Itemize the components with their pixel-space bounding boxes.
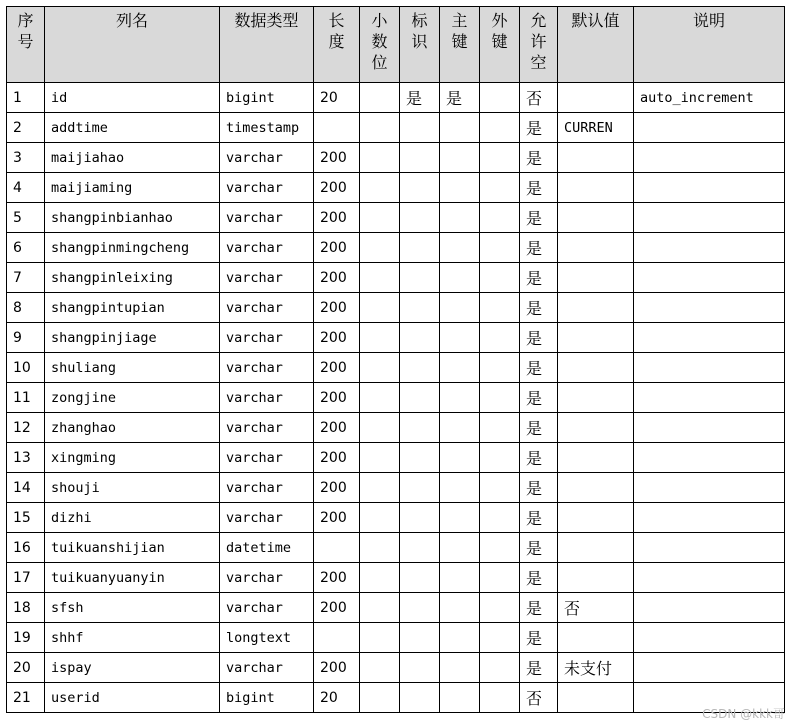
seq-cell: 16 (7, 533, 45, 563)
identity-cell (400, 353, 440, 383)
table-row (7, 473, 785, 503)
length-cell (314, 623, 360, 653)
identity-cell (400, 653, 440, 683)
pk-cell (440, 353, 480, 383)
description-cell (634, 173, 785, 203)
seq-cell: 2 (7, 113, 45, 143)
header-label: 允许空 (530, 11, 547, 72)
table-row (7, 593, 785, 623)
description-cell (634, 353, 785, 383)
data-type-cell: varchar (220, 263, 314, 293)
nullable-cell: 是 (520, 263, 558, 293)
nullable-cell: 是 (520, 413, 558, 443)
fk-cell (480, 293, 520, 323)
seq-cell: 3 (7, 143, 45, 173)
fk-cell (480, 623, 520, 653)
decimal-cell (360, 443, 400, 473)
column-name-cell: shouji (45, 473, 220, 503)
nullable-cell: 是 (520, 593, 558, 623)
seq-cell: 9 (7, 323, 45, 353)
description-cell (634, 293, 785, 323)
identity-cell (400, 173, 440, 203)
data-type-cell: varchar (220, 443, 314, 473)
decimal-cell (360, 563, 400, 593)
nullable-cell: 否 (520, 83, 558, 113)
identity-cell (400, 263, 440, 293)
data-type-cell: datetime (220, 533, 314, 563)
decimal-cell (360, 323, 400, 353)
seq-cell: 6 (7, 233, 45, 263)
length-cell: 200 (314, 473, 360, 503)
fk-cell (480, 113, 520, 143)
default-cell: 未支付 (558, 653, 634, 683)
decimal-cell (360, 383, 400, 413)
fk-cell (480, 473, 520, 503)
fk-cell (480, 353, 520, 383)
nullable-cell: 是 (520, 203, 558, 233)
column-name-cell: id (45, 83, 220, 113)
column-name-cell: tuikuanshijian (45, 533, 220, 563)
default-cell: 否 (558, 593, 634, 623)
default-cell: CURREN (558, 113, 634, 143)
table-row (7, 623, 785, 653)
header-label: 小数位 (371, 11, 388, 72)
fk-cell (480, 443, 520, 473)
seq-cell: 5 (7, 203, 45, 233)
nullable-cell: 是 (520, 533, 558, 563)
default-cell (558, 263, 634, 293)
column-name-cell: shangpinbianhao (45, 203, 220, 233)
seq-cell: 13 (7, 443, 45, 473)
table-row (7, 413, 785, 443)
fk-cell (480, 593, 520, 623)
col-type-header (220, 7, 314, 83)
pk-cell (440, 563, 480, 593)
col-default-header (558, 7, 634, 83)
table-row (7, 233, 785, 263)
identity-cell (400, 503, 440, 533)
fk-cell (480, 83, 520, 113)
table-row (7, 83, 785, 113)
default-cell (558, 203, 634, 233)
pk-cell (440, 323, 480, 353)
description-cell (634, 593, 785, 623)
seq-cell: 8 (7, 293, 45, 323)
description-cell (634, 113, 785, 143)
pk-cell (440, 143, 480, 173)
default-cell (558, 563, 634, 593)
length-cell (314, 533, 360, 563)
nullable-cell: 是 (520, 653, 558, 683)
identity-cell (400, 413, 440, 443)
identity-cell: 是 (400, 83, 440, 113)
data-type-cell: longtext (220, 623, 314, 653)
header-label: 主键 (451, 11, 468, 51)
identity-cell (400, 563, 440, 593)
description-cell (634, 563, 785, 593)
header-label: 序号 (17, 11, 34, 51)
fk-cell (480, 383, 520, 413)
column-name-cell: tuikuanyuanyin (45, 563, 220, 593)
identity-cell (400, 203, 440, 233)
col-identity-header (400, 7, 440, 83)
header-label: 标识 (411, 11, 428, 51)
fk-cell (480, 683, 520, 713)
default-cell (558, 413, 634, 443)
column-name-cell: addtime (45, 113, 220, 143)
pk-cell (440, 383, 480, 413)
schema-table-container (6, 6, 785, 713)
header-label: 默认值 (571, 11, 620, 30)
length-cell: 200 (314, 353, 360, 383)
fk-cell (480, 173, 520, 203)
column-name-cell: maijiaming (45, 173, 220, 203)
identity-cell (400, 473, 440, 503)
nullable-cell: 是 (520, 143, 558, 173)
pk-cell (440, 443, 480, 473)
seq-cell: 15 (7, 503, 45, 533)
table-row (7, 683, 785, 713)
identity-cell (400, 233, 440, 263)
column-name-cell: dizhi (45, 503, 220, 533)
pk-cell (440, 473, 480, 503)
col-name-header (45, 7, 220, 83)
column-name-cell: zongjine (45, 383, 220, 413)
table-row (7, 323, 785, 353)
data-type-cell: varchar (220, 143, 314, 173)
description-cell (634, 323, 785, 353)
nullable-cell: 是 (520, 473, 558, 503)
decimal-cell (360, 173, 400, 203)
table-row (7, 383, 785, 413)
pk-cell (440, 683, 480, 713)
data-type-cell: varchar (220, 473, 314, 503)
watermark: CSDN @kkk哥 (702, 707, 785, 721)
description-cell (634, 143, 785, 173)
decimal-cell (360, 233, 400, 263)
seq-cell: 19 (7, 623, 45, 653)
description-cell (634, 623, 785, 653)
fk-cell (480, 143, 520, 173)
seq-cell: 7 (7, 263, 45, 293)
table-row (7, 503, 785, 533)
fk-cell (480, 563, 520, 593)
column-name-cell: ispay (45, 653, 220, 683)
description-cell (634, 533, 785, 563)
length-cell: 200 (314, 293, 360, 323)
decimal-cell (360, 413, 400, 443)
data-type-cell: varchar (220, 413, 314, 443)
identity-cell (400, 113, 440, 143)
default-cell (558, 83, 634, 113)
length-cell: 200 (314, 653, 360, 683)
default-cell (558, 503, 634, 533)
decimal-cell (360, 203, 400, 233)
description-cell (634, 413, 785, 443)
col-seq-header (7, 7, 45, 83)
identity-cell (400, 623, 440, 653)
description-cell (634, 263, 785, 293)
decimal-cell (360, 293, 400, 323)
seq-cell: 4 (7, 173, 45, 203)
data-type-cell: varchar (220, 383, 314, 413)
table-row (7, 203, 785, 233)
identity-cell (400, 383, 440, 413)
description-cell: auto_increment (634, 83, 785, 113)
nullable-cell: 是 (520, 443, 558, 473)
col-nullable-header (520, 7, 558, 83)
seq-cell: 17 (7, 563, 45, 593)
pk-cell (440, 413, 480, 443)
data-type-cell: varchar (220, 323, 314, 353)
length-cell: 200 (314, 143, 360, 173)
col-fk-header (480, 7, 520, 83)
data-type-cell: varchar (220, 293, 314, 323)
table-row (7, 533, 785, 563)
fk-cell (480, 413, 520, 443)
length-cell: 20 (314, 683, 360, 713)
table-row (7, 563, 785, 593)
length-cell: 200 (314, 593, 360, 623)
nullable-cell: 是 (520, 323, 558, 353)
table-row (7, 113, 785, 143)
header-label: 外键 (491, 11, 508, 51)
column-name-cell: shhf (45, 623, 220, 653)
identity-cell (400, 533, 440, 563)
header-label: 数据类型 (234, 11, 299, 30)
pk-cell (440, 623, 480, 653)
decimal-cell (360, 653, 400, 683)
pk-cell: 是 (440, 83, 480, 113)
col-length-header (314, 7, 360, 83)
decimal-cell (360, 623, 400, 653)
fk-cell (480, 233, 520, 263)
nullable-cell: 是 (520, 353, 558, 383)
pk-cell (440, 233, 480, 263)
default-cell (558, 383, 634, 413)
nullable-cell: 是 (520, 173, 558, 203)
column-name-cell: shangpintupian (45, 293, 220, 323)
default-cell (558, 233, 634, 263)
pk-cell (440, 203, 480, 233)
table-row (7, 173, 785, 203)
default-cell (558, 533, 634, 563)
identity-cell (400, 443, 440, 473)
length-cell: 200 (314, 563, 360, 593)
length-cell (314, 113, 360, 143)
pk-cell (440, 653, 480, 683)
decimal-cell (360, 593, 400, 623)
col-decimal-header (360, 7, 400, 83)
description-cell (634, 383, 785, 413)
nullable-cell: 是 (520, 623, 558, 653)
decimal-cell (360, 473, 400, 503)
pk-cell (440, 293, 480, 323)
nullable-cell: 是 (520, 233, 558, 263)
data-type-cell: varchar (220, 503, 314, 533)
decimal-cell (360, 533, 400, 563)
data-type-cell: varchar (220, 173, 314, 203)
description-cell (634, 503, 785, 533)
seq-cell: 10 (7, 353, 45, 383)
pk-cell (440, 113, 480, 143)
column-name-cell: userid (45, 683, 220, 713)
seq-cell: 21 (7, 683, 45, 713)
seq-cell: 14 (7, 473, 45, 503)
table-row (7, 263, 785, 293)
seq-cell: 1 (7, 83, 45, 113)
table-row (7, 143, 785, 173)
column-name-cell: shuliang (45, 353, 220, 383)
fk-cell (480, 653, 520, 683)
data-type-cell: bigint (220, 83, 314, 113)
column-name-cell: xingming (45, 443, 220, 473)
fk-cell (480, 263, 520, 293)
fk-cell (480, 503, 520, 533)
data-type-cell: varchar (220, 653, 314, 683)
default-cell (558, 293, 634, 323)
seq-cell: 20 (7, 653, 45, 683)
identity-cell (400, 293, 440, 323)
decimal-cell (360, 113, 400, 143)
description-cell (634, 233, 785, 263)
length-cell: 200 (314, 263, 360, 293)
nullable-cell: 是 (520, 503, 558, 533)
seq-cell: 11 (7, 383, 45, 413)
decimal-cell (360, 83, 400, 113)
decimal-cell (360, 263, 400, 293)
default-cell (558, 473, 634, 503)
column-name-cell: shangpinleixing (45, 263, 220, 293)
description-cell (634, 203, 785, 233)
decimal-cell (360, 143, 400, 173)
table-body (7, 83, 785, 713)
default-cell (558, 623, 634, 653)
table-row (7, 293, 785, 323)
decimal-cell (360, 353, 400, 383)
column-name-cell: shangpinmingcheng (45, 233, 220, 263)
column-name-cell: maijiahao (45, 143, 220, 173)
col-pk-header (440, 7, 480, 83)
pk-cell (440, 533, 480, 563)
header-row (7, 7, 785, 83)
data-type-cell: varchar (220, 593, 314, 623)
data-type-cell: timestamp (220, 113, 314, 143)
default-cell (558, 323, 634, 353)
nullable-cell: 否 (520, 683, 558, 713)
length-cell: 200 (314, 323, 360, 353)
header-label: 列名 (115, 11, 148, 30)
length-cell: 200 (314, 413, 360, 443)
description-cell (634, 653, 785, 683)
identity-cell (400, 683, 440, 713)
identity-cell (400, 323, 440, 353)
decimal-cell (360, 503, 400, 533)
data-type-cell: varchar (220, 353, 314, 383)
identity-cell (400, 593, 440, 623)
length-cell: 200 (314, 233, 360, 263)
data-type-cell: bigint (220, 683, 314, 713)
default-cell (558, 143, 634, 173)
length-cell: 200 (314, 203, 360, 233)
data-type-cell: varchar (220, 563, 314, 593)
default-cell (558, 683, 634, 713)
identity-cell (400, 143, 440, 173)
header-label: 说明 (692, 11, 725, 30)
pk-cell (440, 503, 480, 533)
decimal-cell (360, 683, 400, 713)
default-cell (558, 353, 634, 383)
header-label: 长度 (328, 11, 345, 51)
data-type-cell: varchar (220, 203, 314, 233)
table-row (7, 353, 785, 383)
fk-cell (480, 323, 520, 353)
length-cell: 200 (314, 383, 360, 413)
column-name-cell: sfsh (45, 593, 220, 623)
description-cell (634, 443, 785, 473)
seq-cell: 12 (7, 413, 45, 443)
table-row (7, 653, 785, 683)
fk-cell (480, 533, 520, 563)
pk-cell (440, 263, 480, 293)
length-cell: 200 (314, 443, 360, 473)
table-row (7, 443, 785, 473)
nullable-cell: 是 (520, 383, 558, 413)
column-name-cell: zhanghao (45, 413, 220, 443)
nullable-cell: 是 (520, 113, 558, 143)
length-cell: 200 (314, 173, 360, 203)
nullable-cell: 是 (520, 563, 558, 593)
description-cell (634, 473, 785, 503)
col-desc-header (634, 7, 785, 83)
schema-table (6, 6, 785, 713)
default-cell (558, 173, 634, 203)
data-type-cell: varchar (220, 233, 314, 263)
length-cell: 200 (314, 503, 360, 533)
fk-cell (480, 203, 520, 233)
pk-cell (440, 173, 480, 203)
column-name-cell: shangpinjiage (45, 323, 220, 353)
nullable-cell: 是 (520, 293, 558, 323)
length-cell: 20 (314, 83, 360, 113)
pk-cell (440, 593, 480, 623)
seq-cell: 18 (7, 593, 45, 623)
default-cell (558, 443, 634, 473)
